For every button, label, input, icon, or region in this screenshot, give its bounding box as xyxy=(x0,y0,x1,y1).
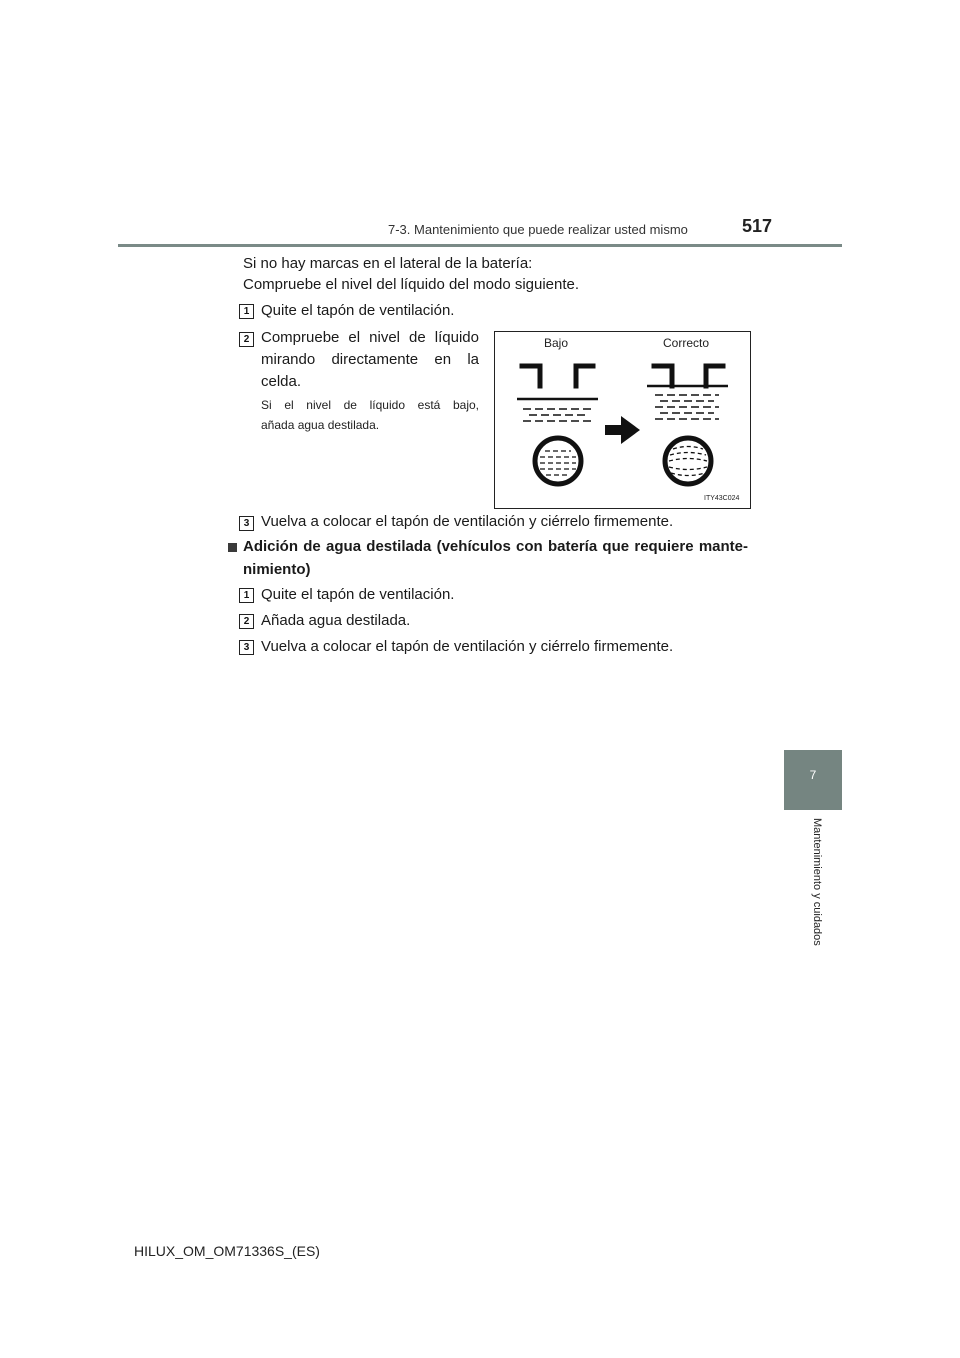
step-2-note-line: Si el nivel de líquido está bajo, xyxy=(261,398,479,412)
step-1-badge: 1 xyxy=(239,304,254,319)
section-bullet xyxy=(228,543,237,552)
section-2-step-3-text: Vuelva a colocar el tapón de ventilación y ciérrelo firmemente. xyxy=(261,638,674,655)
low-top-view-icon xyxy=(535,438,581,484)
intro-line-2: Compruebe el nivel del líquido del modo siguiente. xyxy=(243,276,580,293)
step-2-line: Compruebe el nivel de líquido xyxy=(261,329,479,346)
battery-cell-diagram xyxy=(495,332,750,508)
section-2-step-1-badge: 1 xyxy=(239,588,254,603)
manual-code: HILUX_OM_OM71336S_(ES) xyxy=(134,1243,320,1259)
section-title: 7-3. Mantenimiento que puede realizar usted mismo xyxy=(388,222,688,237)
correct-partition-icon xyxy=(654,366,723,386)
section-2-step-3-badge: 3 xyxy=(239,640,254,655)
step-3-badge: 3 xyxy=(239,516,254,531)
section-2-heading-line-1: Adición de agua destilada (vehículos con batería que requiere mante- xyxy=(243,538,748,555)
chapter-number: 7 xyxy=(809,768,817,782)
step-2-note xyxy=(261,395,479,435)
header-rule xyxy=(118,244,842,247)
section-2-heading-line-2: nimiento) xyxy=(243,561,311,578)
low-liquid-icon xyxy=(523,409,591,421)
step-1-text: Quite el tapón de ventilación. xyxy=(261,302,455,319)
step-2-line: celda. xyxy=(261,373,302,390)
step-2-text xyxy=(261,327,479,393)
section-2-step-2-text: Añada agua destilada. xyxy=(261,612,411,629)
step-2-badge: 2 xyxy=(239,332,254,347)
page-number: 517 xyxy=(742,216,773,236)
correct-top-view-icon xyxy=(665,438,711,484)
figure-label-low: Bajo xyxy=(544,336,569,350)
step-2-line: mirando directamente en la xyxy=(261,351,479,368)
correct-liquid-icon xyxy=(655,395,719,419)
intro-line-1: Si no hay marcas en el lateral de la batería: xyxy=(243,255,533,272)
arrow-right-icon xyxy=(605,416,640,444)
chapter-label: Mantenimiento y cuidados xyxy=(811,818,823,946)
section-2-step-2-badge: 2 xyxy=(239,614,254,629)
low-partition-icon xyxy=(522,366,593,386)
figure-code: ITY43C024 xyxy=(704,495,740,502)
figure-label-correct: Correcto xyxy=(663,336,710,350)
step-2-note-line: añada agua destilada. xyxy=(261,418,380,432)
step-3-text: Vuelva a colocar el tapón de ventilación y ciérrelo firmemente. xyxy=(261,513,674,530)
battery-level-figure xyxy=(494,331,751,509)
section-2-step-1-text: Quite el tapón de ventilación. xyxy=(261,586,455,603)
section-2-heading xyxy=(243,535,748,581)
